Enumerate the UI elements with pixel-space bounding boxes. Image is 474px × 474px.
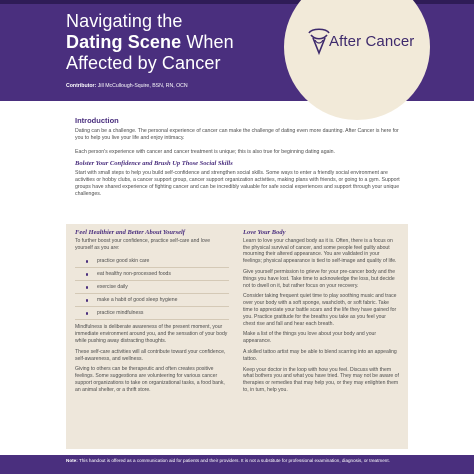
logo-badge [284,0,430,120]
feel-healthier-column [75,230,229,398]
bolster-heading: Bolster Your Confidence and Brush Up Those Social Skills [75,160,233,167]
intro-paragraph-2: Each person's experience with cancer and cancer treatment is unique; this is also true for beginning dating again. [75,149,335,155]
title-emphasis: Dating Scene [66,32,182,52]
mindfulness-paragraph: Mindfulness is deliberate awareness of the present moment, your immediate environment around you, and the sensation of your body while pushing away distracting thoughts. [75,324,228,344]
list-item: practice good skin care [75,255,229,268]
love-body-paragraph-1: Learn to love your changed body as it is. Often, there is a focus on the physical survival of cancer, and some people feel guilty about mourning their altered appearance. You are validated in your feelings; physical appearance is tied to self-image and quality of life. [243,237,397,265]
logo-wordmark: After Cancer [329,33,415,50]
love-body-heading: Love Your Body [243,229,286,236]
love-body-paragraph-2: Give yourself permission to grieve for your pre-cancer body and the things you have lost. Take time to acknowledge the loss, but decide not to dwell on it, but rather focus on your recovery. [243,268,396,289]
list-item: practice mindfulness [75,307,229,320]
title-line-1: Navigating the [66,11,183,31]
intro-heading: Introduction [75,116,119,125]
list-item: make a habit of good sleep hygiene [75,294,229,307]
contributor-line [66,83,188,89]
love-body-paragraph-3: Consider taking frequent quiet time to play soothing music and trace over your body with a soft sponge, washcloth, or soft fabric. Take time to appreciate your battle scars and the life they have gained for you. Practice gratitude for the breaths you take as you feel your chest rise and fall and hear each breath. [243,293,397,327]
title-line-2 [66,32,316,53]
self-care-list [75,255,229,320]
footer-note [66,458,390,463]
title-line-3: Affected by Cancer [66,53,221,73]
contributor-name: Jill McCullough-Squire, BSN, RN, OCN [96,83,188,89]
list-item: exercise daily [75,281,229,294]
feel-healthier-intro: To further boost your confidence, practice self-care and love yourself as you are: [75,237,211,251]
feel-healthier-heading: Feel Healthier and Better About Yourself [75,229,185,236]
love-body-column [243,230,399,398]
title-line-2-rest: When [181,32,234,52]
list-item: eat healthy non-processed foods [75,268,229,281]
love-body-paragraph-4: Make a list of the things you love about your body and your appearance. [243,331,377,345]
footer-note-text: This handout is offered as a communication aid for patients and their providers. It is not a substitute for professional examination, diagnosis, or treatment. [77,458,390,463]
footer-note-label: Note: [66,458,78,463]
love-body-paragraph-6: Keep your doctor in the loop with how you feel. Discuss with them what bothers you and what you have tried. They may not be aware of therapies or remedies that may help you, or they may enlighten them to, in turn, help you. [243,366,399,393]
love-body-paragraph-5: A skilled tattoo artist may be able to blend scarring into an appealing tattoo. [243,348,397,362]
contributor-label: Contributor: [66,83,97,89]
intro-paragraph-1: Dating can be a challenge. The personal experience of cancer can make the challenge of dating even more daunting. After Cancer is here for you to help you live your life and enjoy intimacy. [75,128,399,141]
giving-paragraph: Giving to others can be therapeutic and often creates positive feelings. Some suggestions are volunteering for various cancer support organizations to take on organizational tasks, a food bank, an animal shelter, or a thrift store. [75,366,225,393]
selfcare-paragraph: These self-care activities will all contribute toward your confidence, self-awareness, and wellness. [75,348,226,362]
bolster-paragraph: Start with small steps to help you build self-confidence and strengthen social skills. Some ways to enter a friendly social environment are activities or hobby clubs, a cancer support group, cancer support organization activities, making plans with friends, or going to a gym. Support groups have shared experience of fighting cancer and can be incredibly valuable for safe social experiences and support through your unique challenges. [75,170,400,197]
page-title [66,11,316,74]
